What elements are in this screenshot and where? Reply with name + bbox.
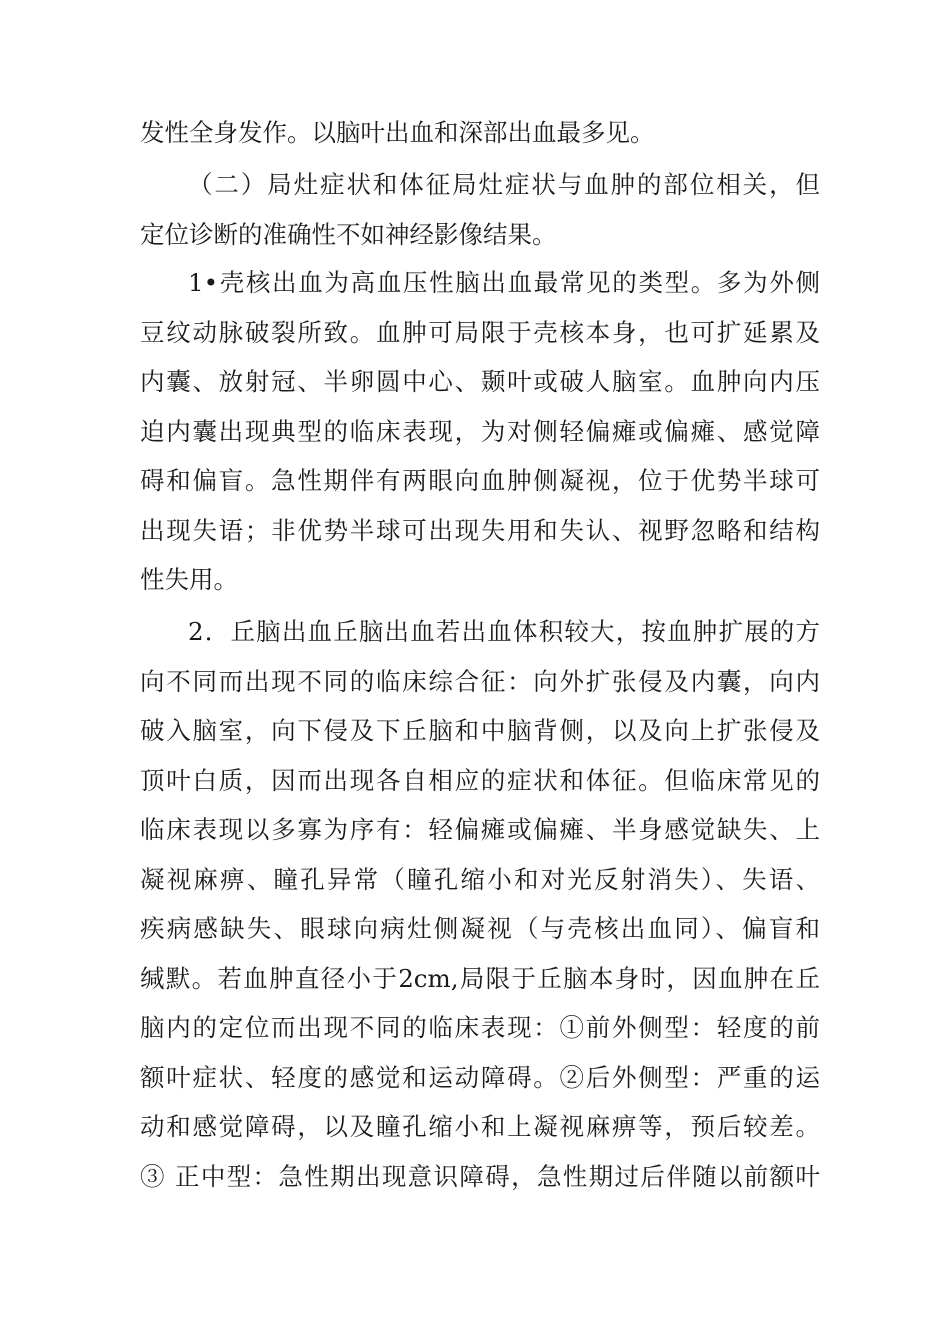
text-line: 内囊、放射冠、半卵圆中心、颞叶或破人脑室。血肿向内压 (140, 367, 820, 396)
paragraph-start-line: （二）局灶症状和体征局灶症状与血肿的部位相关，但 (188, 170, 820, 199)
text-line: 凝视麻痹、瞳孔异常（瞳孔缩小和对光反射消失）、失语、 (140, 865, 820, 894)
text-line: 脑内的定位而出现不同的临床表现：①前外侧型：轻度的前 (140, 1013, 820, 1042)
text-line: 发性全身发作。以脑叶出血和深部出血最多见。 (140, 118, 655, 147)
text-line: 动和感觉障碍，以及瞳孔缩小和上凝视麻痹等，预后较差。 (140, 1112, 820, 1141)
text-line: 疾病感缺失、眼球向病灶侧凝视（与壳核出血同）、偏盲和 (140, 914, 820, 943)
text-line: 出现失语；非优势半球可出现失用和失认、视野忽略和结构 (140, 516, 820, 545)
text-line: 额叶症状、轻度的感觉和运动障碍。②后外侧型：严重的运 (140, 1063, 820, 1092)
text-line: 向不同而出现不同的临床综合征：向外扩张侵及内囊，向内 (140, 667, 820, 696)
paragraph-start-line: 1•壳核出血为高血压性脑出血最常见的类型。多为外侧 (188, 268, 820, 297)
text-line: 定位诊断的准确性不如神经影像结果。 (140, 220, 557, 249)
text-line: 迫内囊出现典型的临床表现，为对侧轻偏瘫或偏瘫、感觉障 (140, 417, 820, 446)
text-line: ③ 正中型：急性期出现意识障碍，急性期过后伴随以前额叶 (140, 1162, 820, 1191)
text-line: 破入脑室，向下侵及下丘脑和中脑背侧，以及向上扩张侵及 (140, 716, 820, 745)
text-line: 性失用。 (140, 565, 238, 594)
text-line: 碍和偏盲。急性期伴有两眼向血肿侧凝视，位于优势半球可 (140, 466, 820, 495)
text-line: 豆纹动脉破裂所致。血肿可局限于壳核本身，也可扩延累及 (140, 318, 820, 347)
paragraph-start-line: 2．丘脑出血丘脑出血若出血体积较大，按血肿扩展的方 (188, 617, 820, 646)
text-line: 缄默。若血肿直径小于2cm,局限于丘脑本身时，因血肿在丘 (140, 964, 820, 993)
text-line: 顶叶白质，因而出现各自相应的症状和体征。但临床常见的 (140, 766, 820, 795)
text-line: 临床表现以多寡为序有：轻偏瘫或偏瘫、半身感觉缺失、上 (140, 815, 820, 844)
